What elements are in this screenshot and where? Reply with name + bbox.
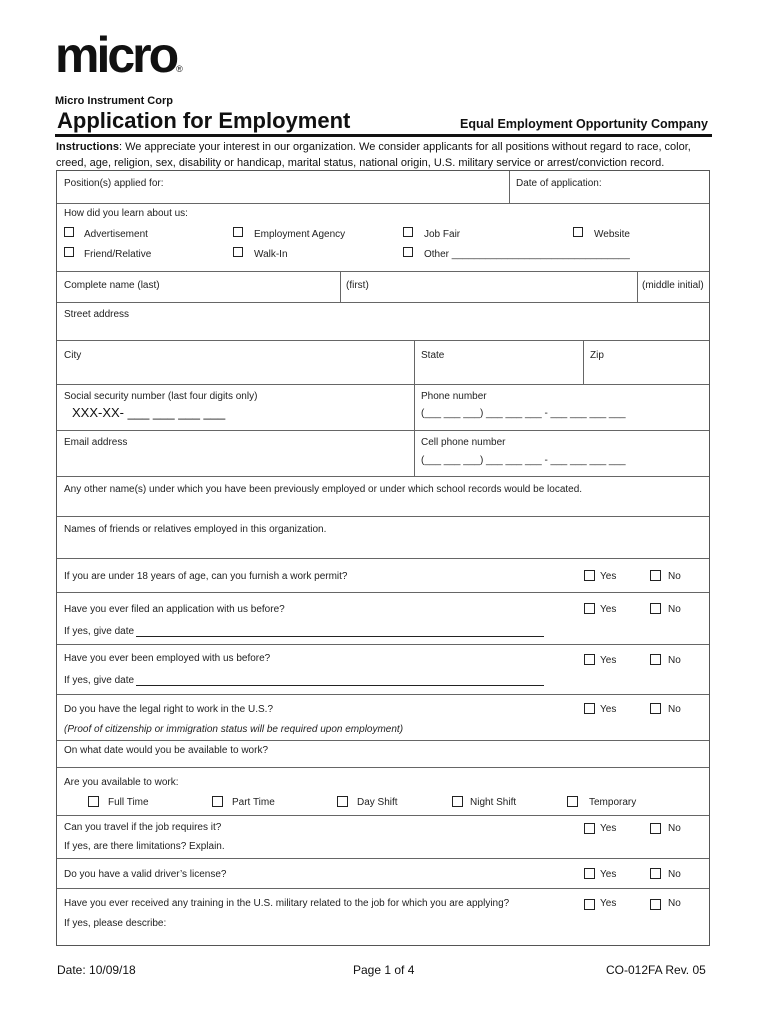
date-of-application-label: Date of application: — [516, 178, 602, 189]
yes-label: Yes — [600, 869, 617, 880]
drivers-license-question: Do you have a valid driver’s license? — [64, 869, 227, 880]
city-label: City — [64, 350, 82, 361]
yes-label: Yes — [600, 704, 617, 715]
page-title: Application for Employment — [57, 108, 351, 133]
zip-label: Zip — [590, 350, 604, 361]
other-names-label: Any other name(s) under which you have been previously employed or under which school records would be located. — [64, 484, 583, 495]
filed-before-yes-checkbox[interactable] — [584, 603, 595, 614]
no-label: No — [668, 869, 681, 880]
advertisement-checkbox[interactable] — [64, 227, 74, 237]
yes-label: Yes — [600, 898, 617, 909]
legal-right-note: (Proof of citizenship or immigration status will be required upon employment) — [64, 724, 404, 735]
yes-label: Yes — [600, 571, 617, 582]
travel-no-checkbox[interactable] — [650, 823, 661, 834]
divider — [57, 815, 709, 816]
license-no-checkbox[interactable] — [650, 868, 661, 879]
legal-right-yes-checkbox[interactable] — [584, 703, 595, 714]
work-permit-no-checkbox[interactable] — [650, 570, 661, 581]
military-yes-checkbox[interactable] — [584, 899, 595, 910]
logo-company-name: Micro Instrument Corp — [55, 95, 173, 107]
divider — [57, 203, 709, 204]
phone-label: Phone number — [421, 391, 487, 402]
walk-in-label: Walk-In — [254, 249, 288, 260]
no-label: No — [668, 571, 681, 582]
website-label: Website — [594, 229, 630, 240]
no-label: No — [668, 898, 681, 909]
first-name-label: (first) — [346, 280, 369, 291]
logo-wordmark: micro — [55, 27, 177, 83]
divider-vertical — [637, 272, 638, 302]
divider — [57, 644, 709, 645]
full-time-label: Full Time — [108, 797, 149, 808]
ssn-label: Social security number (last four digits only) — [64, 391, 258, 402]
yes-label: Yes — [600, 604, 617, 615]
email-label: Email address — [64, 437, 128, 448]
filed-date-label: If yes, give date — [64, 626, 135, 637]
ssn-field[interactable]: XXX-XX- ___ ___ ___ ___ — [72, 405, 226, 420]
employed-before-no-checkbox[interactable] — [650, 654, 661, 665]
divider-vertical — [509, 171, 510, 203]
job-fair-checkbox[interactable] — [403, 227, 413, 237]
full-time-checkbox[interactable] — [88, 796, 99, 807]
instructions-line-2: creed, age, religion, sex, disability or handicap, marital status, national origin, U.S. military service or arrest/conviction record. — [56, 157, 665, 169]
form-revision: CO-012FA Rev. 05 — [606, 963, 706, 977]
divider-vertical — [414, 341, 415, 476]
part-time-checkbox[interactable] — [212, 796, 223, 807]
night-shift-label: Night Shift — [470, 797, 517, 808]
employed-before-question: Have you ever been employed with us before? — [64, 653, 271, 664]
no-label: No — [668, 704, 681, 715]
filed-before-question: Have you ever filed an application with us before? — [64, 604, 285, 615]
divider — [57, 340, 709, 341]
divider — [57, 858, 709, 859]
walk-in-checkbox[interactable] — [233, 247, 243, 257]
instructions-label: Instructions — [56, 141, 119, 153]
temporary-checkbox[interactable] — [567, 796, 578, 807]
yes-label: Yes — [600, 823, 617, 834]
logo-mark — [55, 27, 183, 94]
cell-phone-field[interactable]: (___ ___ ___) ___ ___ ___ - ___ ___ ___ ___ — [421, 455, 626, 466]
friend-relative-label: Friend/Relative — [84, 249, 152, 260]
state-label: State — [421, 350, 445, 361]
page-number: Page 1 of 4 — [353, 963, 415, 977]
divider — [57, 888, 709, 889]
middle-initial-label: (middle initial) — [642, 280, 704, 291]
last-name-label: Complete name (last) — [64, 280, 160, 291]
no-label: No — [668, 823, 681, 834]
travel-yes-checkbox[interactable] — [584, 823, 595, 834]
day-shift-checkbox[interactable] — [337, 796, 348, 807]
divider — [57, 740, 709, 741]
divider — [57, 384, 709, 385]
divider — [57, 476, 709, 477]
employment-agency-checkbox[interactable] — [233, 227, 243, 237]
employed-before-yes-checkbox[interactable] — [584, 654, 595, 665]
advertisement-label: Advertisement — [84, 229, 148, 240]
filed-date-field[interactable] — [136, 636, 544, 637]
footer-date: Date: 10/09/18 — [57, 963, 136, 977]
other-checkbox[interactable] — [403, 247, 413, 257]
military-describe-label: If yes, please describe: — [64, 918, 167, 929]
divider-vertical — [340, 272, 341, 302]
divider — [57, 516, 709, 517]
learn-about-label: How did you learn about us: — [64, 208, 188, 219]
employment-agency-label: Employment Agency — [254, 229, 346, 240]
divider — [57, 592, 709, 593]
no-label: No — [668, 604, 681, 615]
website-checkbox[interactable] — [573, 227, 583, 237]
divider — [57, 558, 709, 559]
yes-label: Yes — [600, 655, 617, 666]
temporary-label: Temporary — [589, 797, 637, 808]
other-label[interactable]: Other ________________________________ — [424, 249, 630, 260]
travel-question: Can you travel if the job requires it? — [64, 822, 222, 833]
positions-label: Position(s) applied for: — [64, 178, 164, 189]
filed-before-no-checkbox[interactable] — [650, 603, 661, 614]
no-label: No — [668, 655, 681, 666]
legal-right-question: Do you have the legal right to work in the U.S.? — [64, 704, 274, 715]
job-fair-label: Job Fair — [424, 229, 461, 240]
employed-date-field[interactable] — [136, 685, 544, 686]
work-permit-question: If you are under 18 years of age, can you furnish a work permit? — [64, 571, 348, 582]
friend-relative-checkbox[interactable] — [64, 247, 74, 257]
street-address-label: Street address — [64, 309, 130, 320]
day-shift-label: Day Shift — [357, 797, 398, 808]
divider — [57, 430, 709, 431]
company-logo — [55, 27, 183, 107]
divider — [57, 767, 709, 768]
available-date-label: On what date would you be available to work? — [64, 745, 269, 756]
employed-date-label: If yes, give date — [64, 675, 135, 686]
divider-vertical — [583, 341, 584, 384]
phone-field[interactable]: (___ ___ ___) ___ ___ ___ - ___ ___ ___ ___ — [421, 408, 626, 419]
work-permit-yes-checkbox[interactable] — [584, 570, 595, 581]
instructions-line-1: : We appreciate your interest in our organization. We consider applicants for all positions without regard to race, color, — [118, 141, 691, 153]
military-no-checkbox[interactable] — [650, 899, 661, 910]
military-training-question: Have you ever received any training in the U.S. military related to the job for which you are applying? — [64, 898, 510, 909]
part-time-label: Part Time — [232, 797, 275, 808]
logo-registered-mark: ® — [176, 64, 183, 74]
divider — [57, 302, 709, 303]
legal-right-no-checkbox[interactable] — [650, 703, 661, 714]
available-to-work-label: Are you available to work: — [64, 777, 179, 788]
night-shift-checkbox[interactable] — [452, 796, 463, 807]
eeo-statement: Equal Employment Opportunity Company — [460, 117, 708, 131]
friends-relatives-label: Names of friends or relatives employed in this organization. — [64, 524, 327, 535]
header-rule — [55, 134, 712, 137]
license-yes-checkbox[interactable] — [584, 868, 595, 879]
divider — [57, 271, 709, 272]
divider — [57, 694, 709, 695]
instructions — [56, 139, 716, 171]
travel-limitations-label: If yes, are there limitations? Explain. — [64, 841, 225, 852]
cell-phone-label: Cell phone number — [421, 437, 506, 448]
